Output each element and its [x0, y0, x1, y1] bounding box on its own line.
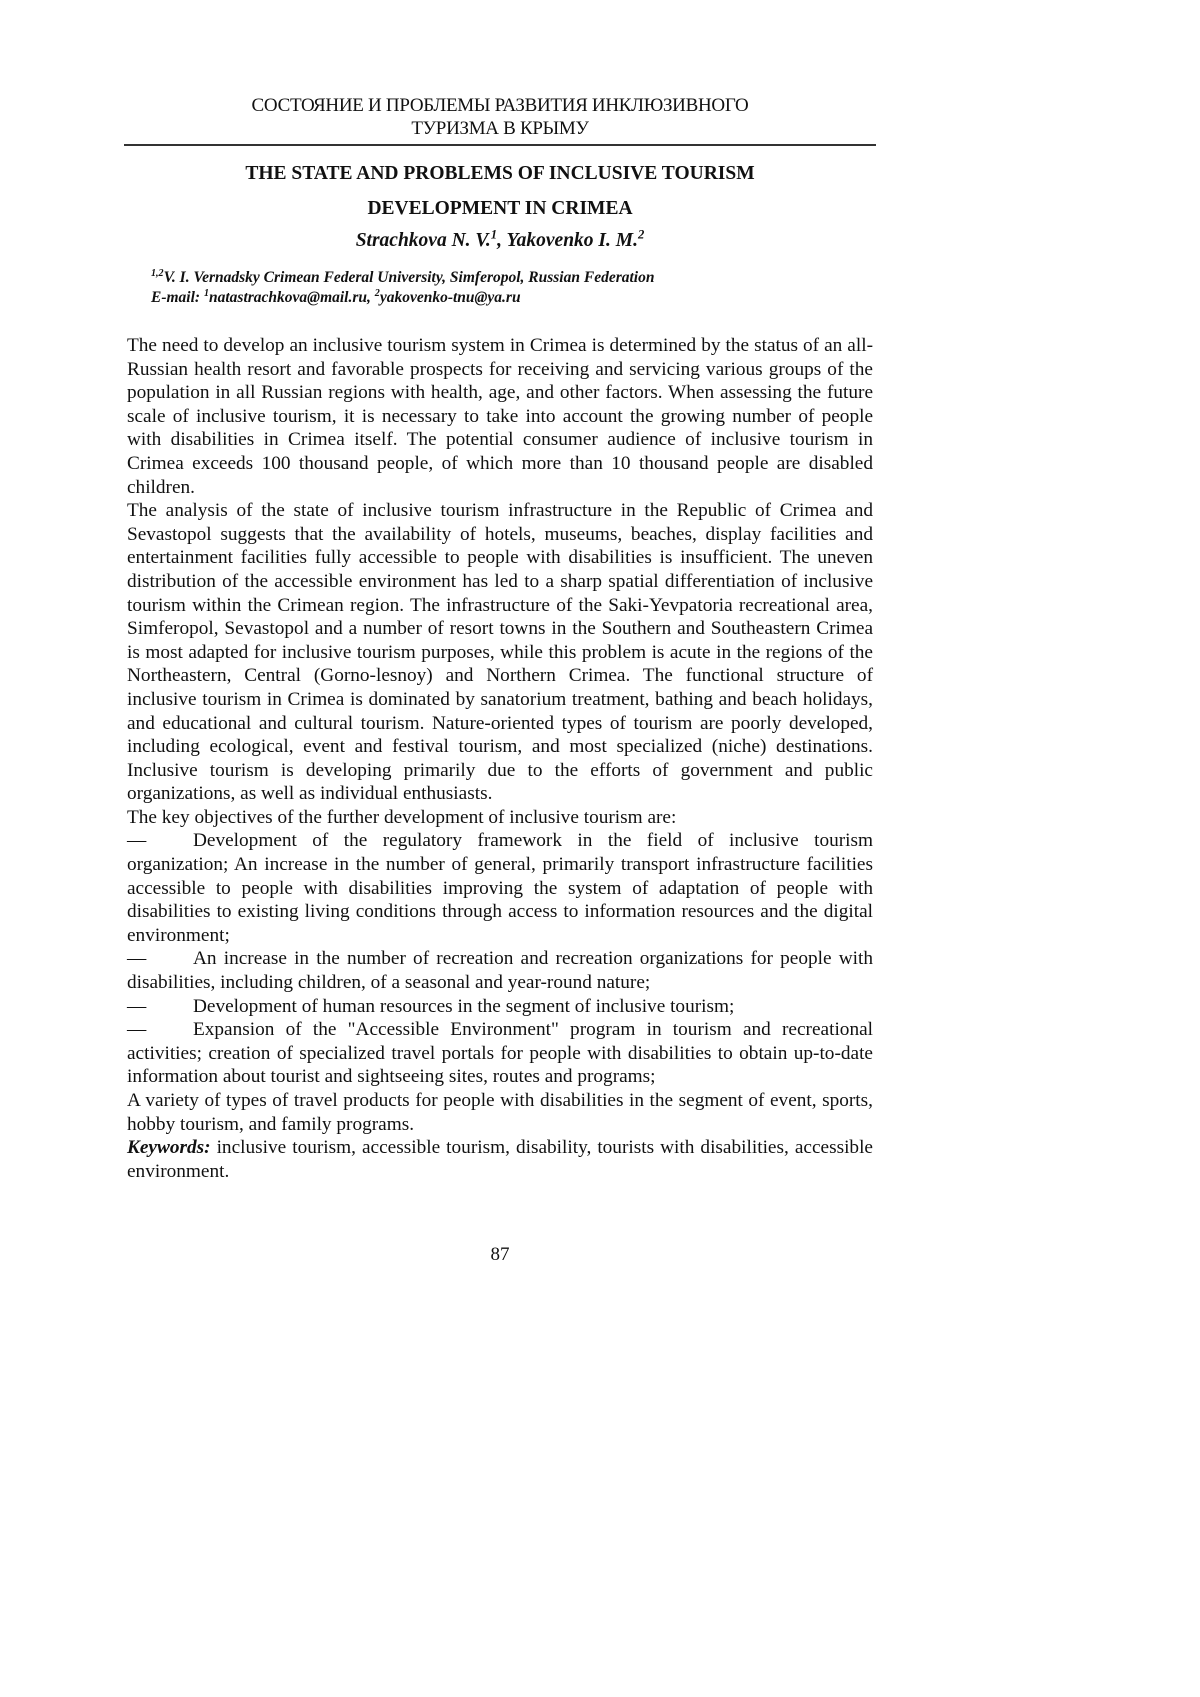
- running-header: [127, 94, 873, 140]
- affiliation: [151, 268, 873, 308]
- email-label: E-mail:: [151, 289, 204, 306]
- email-sup: 1: [204, 288, 209, 299]
- email: natastrachkova@mail.ru,: [209, 289, 375, 306]
- document-page: [127, 94, 873, 1183]
- keywords-text: inclusive tourism, accessible tourism, disability, tourists with disabilities, accessible environment.: [127, 1137, 873, 1182]
- header-line: СОСТОЯНИЕ И ПРОБЛЕМЫ РАЗВИТИЯ ИНКЛЮЗИВНОГО: [127, 94, 873, 117]
- author: Yakovenko I. M.: [507, 230, 638, 251]
- objective-text: Expansion of the "Accessible Environment" program in tourism and recreational activities; creation of specialized travel portals for people with disabilities to obtain up-to-date information about tourist and sightseeing sites, routes and programs;: [127, 1019, 873, 1087]
- objective-item: [127, 995, 873, 1019]
- dash-bullet: —: [127, 995, 193, 1019]
- dash-bullet: —: [127, 947, 193, 971]
- objective-item: [127, 947, 873, 994]
- separator: ,: [497, 230, 506, 251]
- title-line: THE STATE AND PROBLEMS OF INCLUSIVE TOURISM: [127, 156, 873, 191]
- paragraph: The key objectives of the further development of inclusive tourism are:: [127, 806, 873, 830]
- email: yakovenko-tnu@ya.ru: [380, 289, 521, 306]
- page-number: 87: [127, 1244, 873, 1266]
- paragraph: A variety of types of travel products for people with disabilities in the segment of event, sports, hobby tourism, and family programs.: [127, 1089, 873, 1136]
- author-sup: 1: [491, 228, 497, 242]
- paragraph: The need to develop an inclusive tourism system in Crimea is determined by the status of an all-Russian health resort and favorable prospects for receiving and servicing various groups of the population in all Russian regions with health, age, and other factors. When assessing the future scale of inclusive tourism, it is necessary to take into account the growing number of people with disabilities in Crimea itself. The potential consumer audience of inclusive tourism in Crimea exceeds 100 thousand people, of which more than 10 thousand people are disabled children.: [127, 334, 873, 499]
- objective-text: Development of the regulatory framework in the field of inclusive tourism organization; An increase in the number of general, primarily transport infrastructure facilities accessible to people with disabilities improving the system of adaptation of people with disabilities to existing living conditions through access to information resources and the digital environment;: [127, 830, 873, 945]
- header-line: ТУРИЗМА В КРЫМУ: [127, 117, 873, 140]
- abstract-body: [127, 334, 873, 1183]
- objective-text: An increase in the number of recreation and recreation organizations for people with disabilities, including children, of a seasonal and year-round nature;: [127, 948, 873, 993]
- dash-bullet: —: [127, 1018, 193, 1042]
- dash-bullet: —: [127, 829, 193, 853]
- title-line: DEVELOPMENT IN CRIMEA: [127, 191, 873, 226]
- keywords: [127, 1136, 873, 1183]
- objective-item: [127, 1018, 873, 1089]
- objective-text: Development of human resources in the segment of inclusive tourism;: [193, 996, 734, 1017]
- keywords-label: Keywords:: [127, 1137, 211, 1158]
- header-divider: [124, 144, 876, 146]
- authors: [127, 226, 873, 256]
- email-sup: 2: [375, 288, 380, 299]
- article-title: [127, 156, 873, 226]
- paragraph: The analysis of the state of inclusive tourism infrastructure in the Republic of Crimea and Sevastopol suggests that the availability of hotels, museums, beaches, display facilities and entertainment facilities fully accessible to people with disabilities is insufficient. The uneven distribution of the accessible environment has led to a sharp spatial differentiation of inclusive tourism within the Crimean region. The infrastructure of the Saki-Yevpatoria recreational area, Simferopol, Sevastopol and a number of resort towns in the Southern and Southeastern Crimea is most adapted for inclusive tourism purposes, while this problem is acute in the regions of the Northeastern, Central (Gorno-lesnoy) and Northern Crimea. The functional structure of inclusive tourism in Crimea is dominated by sanatorium treatment, bathing and beach holidays, and educational and cultural tourism. Nature-oriented types of tourism are poorly developed, including ecological, event and festival tourism, and most specialized (niche) destinations. Inclusive tourism is developing primarily due to the efforts of government and public organizations, as well as individual enthusiasts.: [127, 499, 873, 806]
- objective-item: [127, 829, 873, 947]
- author: Strachkova N. V.: [356, 230, 491, 251]
- affiliation-sup: 1,2: [151, 268, 164, 279]
- author-sup: 2: [638, 228, 644, 242]
- affiliation-text: V. I. Vernadsky Crimean Federal University, Simferopol, Russian Federation: [164, 269, 655, 286]
